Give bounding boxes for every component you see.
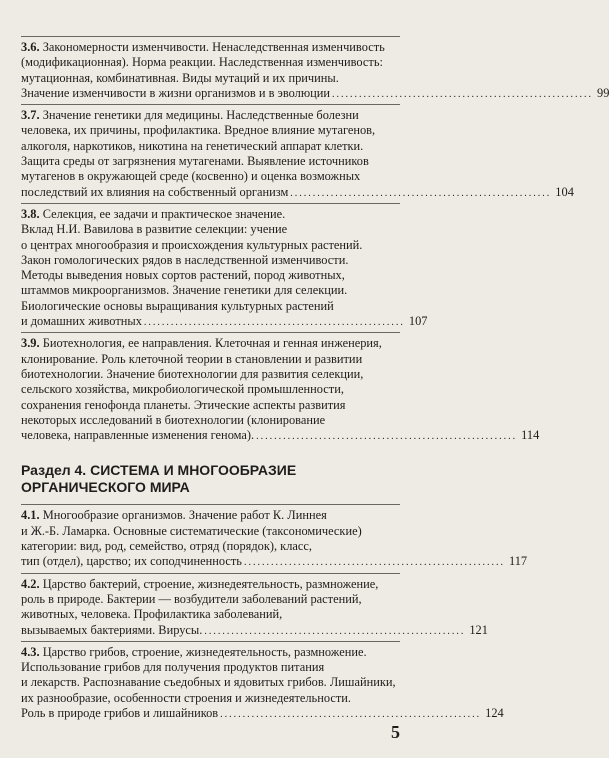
leader-dots: .......................................................... bbox=[256, 431, 518, 443]
section-number: 3.9. bbox=[21, 336, 40, 351]
part-heading-line: ОРГАНИЧЕСКОГО МИРА bbox=[21, 479, 190, 496]
toc-line: 3.9. Биотехнология, ее направления. Клеточная и генная инженерия, bbox=[21, 336, 382, 351]
toc-line: Вклад Н.И. Вавилова в развитие селекции: учение bbox=[21, 222, 288, 237]
toc-line-with-page: и домашних животных .......................................................... 107 bbox=[21, 314, 400, 330]
section-number: 3.6. bbox=[21, 40, 40, 54]
toc-line: Методы выведения новых сортов растений, пород животных, bbox=[21, 268, 345, 283]
toc-line: Биологические основы выращивания культурных растений bbox=[21, 298, 334, 313]
toc-line: животных, человека. Профилактика заболеваний, bbox=[21, 607, 283, 622]
toc-entry-4-3 bbox=[21, 641, 504, 724]
toc-line: человека, их причины, профилактика. Вредное влияние мутагенов, bbox=[21, 123, 376, 138]
toc-line: о центрах многообразия и происхождения культурных растений. bbox=[21, 237, 363, 252]
toc-line: сохранения генофонда планеты. Этические аспекты развития bbox=[21, 397, 346, 412]
leader-dots: .......................................................... bbox=[332, 88, 593, 100]
toc-line-with-page: вызываемых бактериями. Вирусы. .......................................................... 121 bbox=[21, 623, 400, 639]
page-number: 5 bbox=[391, 722, 400, 742]
toc-entry-3-6 bbox=[21, 36, 609, 104]
toc-line-with-page: тип (отдел), царство; их соподчиненность .......................................................... 117 bbox=[21, 554, 400, 570]
toc-line: 3.6. Закономерности изменчивости. Ненаследственная изменчивость bbox=[21, 40, 385, 54]
toc-line: и лекарств. Распознавание съедобных и ядовитых грибов. Лишайники, bbox=[21, 675, 396, 690]
toc-line: 4.3. Царство грибов, строение, жизнедеятельность, размножение. bbox=[21, 644, 367, 659]
part-heading-line: Раздел 4. СИСТЕМА И МНОГООБРАЗИЕ bbox=[21, 462, 297, 479]
leader-dots: .......................................................... bbox=[143, 317, 405, 329]
section-number: 3.7. bbox=[21, 108, 40, 123]
toc-line: и Ж.-Б. Ламарка. Основные систематические (таксономические) bbox=[21, 523, 362, 538]
toc-line: алкоголя, наркотиков, никотина на генетический аппарат клетки. bbox=[21, 138, 364, 153]
page-ref: 121 bbox=[469, 622, 488, 637]
section-number: 3.8. bbox=[21, 206, 40, 221]
page-ref: 107 bbox=[408, 314, 428, 329]
toc-entry-3-7 bbox=[21, 104, 574, 203]
toc-line: 4.2. Царство бактерий, строение, жизнедеятельность, размножение, bbox=[21, 576, 379, 591]
leader-dots: .......................................................... bbox=[243, 557, 505, 569]
toc-line-with-page: последствий их влияния на собственный организм .......................................................... 104 bbox=[21, 185, 400, 201]
section-number: 4.2. bbox=[21, 576, 40, 591]
toc-line: сельского хозяйства, микробиологической промышленности, bbox=[21, 382, 344, 397]
page-ref: 117 bbox=[508, 554, 528, 569]
toc-line: мутационная, комбинативная. Виды мутаций и их причины. bbox=[21, 70, 339, 85]
toc-line: роль в природе. Бактерии — возбудители заболеваний растений, bbox=[21, 591, 362, 606]
toc-entry-3-9 bbox=[21, 332, 540, 446]
toc-line: (модификационная). Норма реакции. Наследственная изменчивость: bbox=[21, 55, 383, 70]
toc-line: биотехнологии. Значение биотехнологии для развития селекции, bbox=[21, 366, 364, 381]
leader-dots: .......................................................... bbox=[220, 708, 482, 720]
page-ref: 124 bbox=[485, 705, 504, 720]
toc-line: их разнообразие, особенности строения и жизнедеятельности. bbox=[21, 690, 351, 705]
toc-entry-4-2 bbox=[21, 573, 488, 641]
section-number: 4.3. bbox=[21, 644, 40, 659]
toc-line: 3.7. Значение генетики для медицины. Наследственные болезни bbox=[21, 108, 359, 123]
page-ref: 99 bbox=[597, 85, 609, 100]
section-number: 4.1. bbox=[21, 508, 40, 523]
leader-dots: .......................................................... bbox=[204, 625, 466, 637]
toc-line: некоторых исследований в биотехнологии (клонирование bbox=[21, 412, 326, 427]
toc-line: мутагенов в окружающей среде (косвенно) и оценка возможных bbox=[21, 169, 361, 184]
toc-line: Закон гомологических рядов в наследственной изменчивости. bbox=[21, 252, 349, 267]
toc-line-with-page: Роль в природе грибов и лишайников .......................................................... 124 bbox=[21, 706, 400, 722]
toc-line: 3.8. Селекция, ее задачи и практическое значение. bbox=[21, 206, 286, 221]
toc-line: 4.1. Многообразие организмов. Значение работ К. Линнея bbox=[21, 508, 327, 523]
toc-line: Использование грибов для получения продуктов питания bbox=[21, 660, 325, 675]
toc-line: категории: вид, род, семейство, отряд (порядок), класс, bbox=[21, 539, 312, 554]
part-heading bbox=[21, 462, 400, 496]
toc-line: клонирование. Роль клеточной теории в становлении и развитии bbox=[21, 351, 363, 366]
toc-entry-3-8 bbox=[21, 203, 428, 332]
toc-entry-4-1 bbox=[21, 504, 528, 572]
toc-line-with-page: человека, направленные изменения генома). .......................................................... 114 bbox=[21, 428, 400, 444]
page-ref: 104 bbox=[555, 184, 574, 199]
toc-line: штаммов микроорганизмов. Значение генетики для селекции. bbox=[21, 283, 348, 298]
leader-dots: .......................................................... bbox=[290, 187, 552, 199]
toc-line-with-page: Значение изменчивости в жизни организмов и в эволюции .......................................................... 99 bbox=[21, 86, 400, 102]
toc-line: Защита среды от загрязнения мутагенами. Выявление источников bbox=[21, 154, 369, 169]
page-ref: 114 bbox=[521, 428, 540, 443]
